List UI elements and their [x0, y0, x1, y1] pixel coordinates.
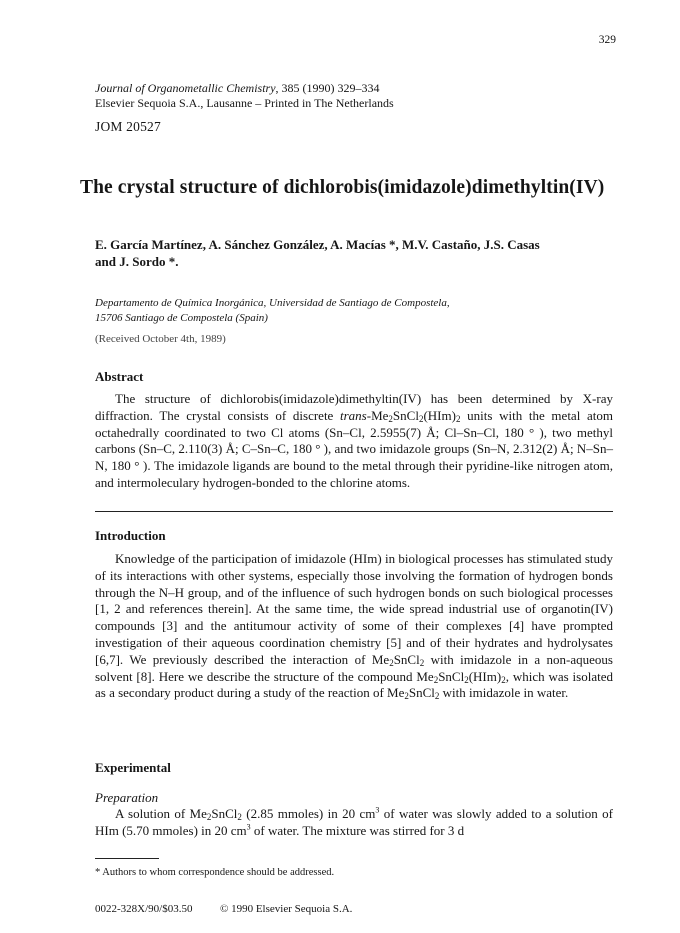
article-title: The crystal structure of dichlorobis(imidazole)dimethyltin(IV): [80, 177, 605, 198]
received-date: (Received October 4th, 1989): [95, 333, 226, 345]
abstract-text: The structure of dichlorobis(imidazole)dimethyltin(IV) has been determined by X-ray diffraction. The crystal consists of discrete trans-$Me_2SnCl_2(HIm)_2$ units with the metal atom octahedrally coordinated to two Cl atoms (Sn–Cl, 2.5955(7) Å; Cl–Sn–Cl, 180 ° ), two methyl carbons (Sn–C, 2.110(3) Å; C–Sn–C, 180 ° ), and two imidazole groups (Sn–N, 2.312(2) Å; N–Sn–N, 180 ° ). The imidazole ligands are bound to the metal through their pyridine-like nitrogen atom, and intermoleculary hydrogen-bonded to the chlorine atoms.: [95, 391, 613, 490]
price-code: 0022-328X/90/$03.50: [95, 903, 193, 915]
page-number: 329: [598, 34, 616, 46]
preparation-subheading: Preparation: [95, 790, 159, 805]
abstract-heading: Abstract: [95, 369, 144, 384]
affiliation-line-1: Departamento de Química Inorgánica, Universidad de Santiago de Compostela,: [95, 297, 450, 309]
publisher-line: Elsevier Sequoia S.A., Lausanne – Printed in The Netherlands: [95, 96, 394, 110]
publication-info: [95, 903, 352, 915]
section-divider: [95, 511, 613, 512]
footnote: * Authors to whom correspondence should be addressed.: [95, 867, 335, 878]
introduction-heading: Introduction: [95, 528, 166, 543]
experimental-heading: Experimental: [95, 760, 171, 775]
affiliation-line-2: 15706 Santiago de Compostela (Spain): [95, 312, 268, 324]
journal-name: Journal of Organometallic Chemistry: [95, 81, 276, 95]
journal-code: JOM 20527: [95, 119, 161, 134]
journal-line: [95, 81, 380, 95]
footnote-rule: [95, 858, 159, 859]
authors-line-2: and J. Sordo *.: [95, 254, 179, 269]
authors: [95, 236, 615, 270]
introduction-text: Knowledge of the participation of imidazole (HIm) in biological processes has stimulated study of its interactions with other systems, especially those involving the formation of hydrogen bonds through the N–H group, and of the influence of such hydrogen bonds on such biological processes [1, 2 and references therein]. At the same time, the wide spread industrial use of organotin(IV) compounds [3] and the antitumour activity of some of their complexes [4] have prompted investigation of their aqueous coordination chemistry [5] and of their hydrates and hydrolysates [6,7]. We previously described the interaction of $Me_2SnCl_2$ with imidazole in a non-aqueous solvent [8]. Here we describe the structure of the compound $Me_2SnCl_2(HIm)_2$, which was isolated as a secondary product during a study of the reaction of $Me_2SnCl_2$ with imidazole in water.: [95, 551, 613, 702]
experimental-text: A solution of $Me_2SnCl_2$ (2.85 mmoles) in 20 $cm^3$ of water was slowly added to a solution of HIm (5.70 mmoles) in 20 $cm^3$ of water. The mixture was stirred for 3 d: [95, 805, 613, 838]
copyright: © 1990 Elsevier Sequoia S.A.: [219, 903, 353, 915]
authors-line-1: E. García Martínez, A. Sánchez González, A. Macías *, M.V. Castaño, J.S. Casas: [95, 237, 540, 252]
journal-volume: , 385 (1990) 329–334: [275, 81, 380, 95]
